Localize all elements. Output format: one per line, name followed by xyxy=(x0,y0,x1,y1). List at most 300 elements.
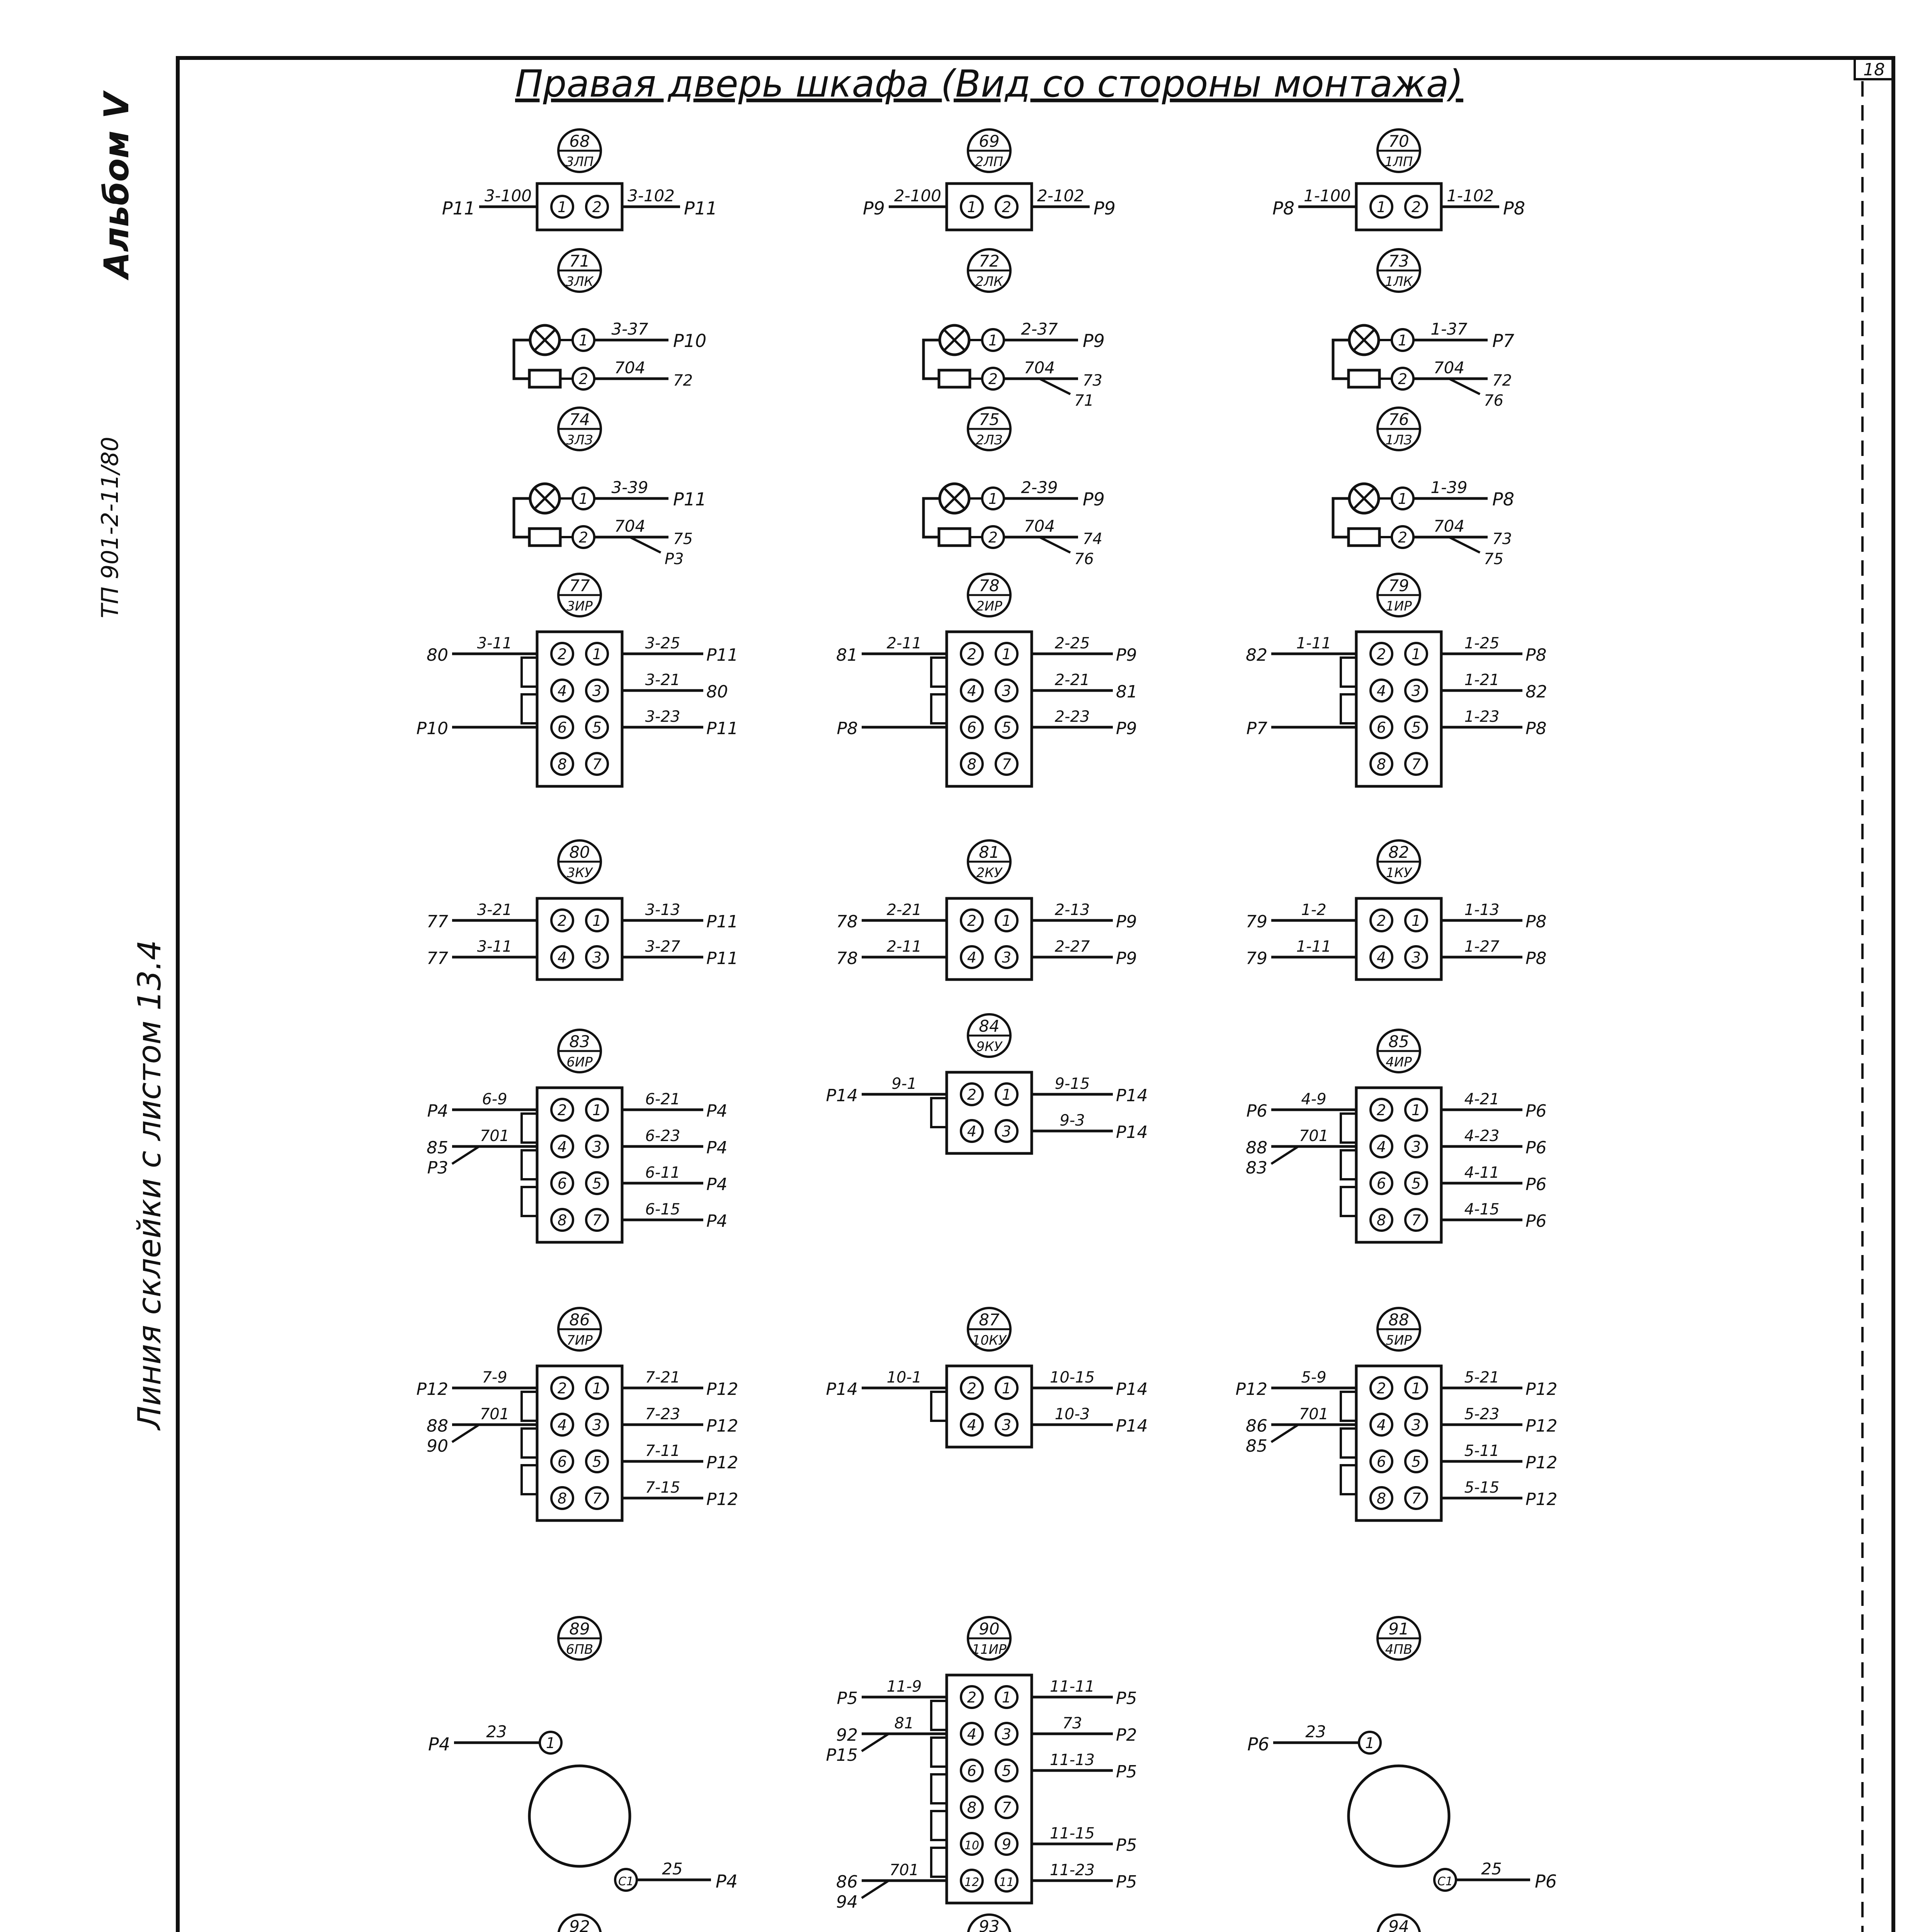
terminal-number: 1 xyxy=(1376,199,1386,216)
wire-number: 9-15 xyxy=(1054,1075,1090,1093)
wire-number: 23 xyxy=(1305,1722,1326,1741)
wire-destination: Р6 xyxy=(1526,1138,1547,1158)
terminal-number: 4 xyxy=(1376,1417,1386,1434)
terminal-number: 7 xyxy=(1411,1490,1421,1507)
device-tag: 2ЛП xyxy=(975,154,1003,170)
wire-number: 11-23 xyxy=(1049,1861,1095,1879)
device-number: 80 xyxy=(569,843,590,862)
wire-number: 1-2 xyxy=(1301,901,1327,919)
wire-number: 1-37 xyxy=(1430,320,1468,338)
wire-number: 4-11 xyxy=(1464,1164,1500,1182)
terminal-number: 8 xyxy=(967,756,977,773)
terminal-number: 7 xyxy=(1002,756,1012,773)
wire-destination: Р9 xyxy=(1116,719,1137,738)
wire-number: 2-21 xyxy=(1054,671,1090,689)
device-tag: 2КУ xyxy=(976,865,1002,881)
wire-number: 704 xyxy=(1433,517,1465,536)
wire-number: 6-15 xyxy=(645,1201,680,1218)
terminal-number: 3 xyxy=(1002,1726,1012,1743)
device-tag: 1ЛЗ xyxy=(1385,432,1412,448)
device-tag: 9КУ xyxy=(976,1039,1002,1054)
device-tag: 1ИР xyxy=(1386,599,1412,614)
wire-destination: Р11 xyxy=(706,912,738,932)
wire-number: 2-13 xyxy=(1054,901,1090,919)
wire-destination: Р8 xyxy=(1526,949,1547,968)
wire-number: 81 xyxy=(894,1714,914,1732)
wire-number: 704 xyxy=(1433,358,1465,377)
wire-number: 5-21 xyxy=(1464,1369,1500,1386)
terminal-number: 8 xyxy=(557,756,567,773)
device-tag: 2ЛЗ xyxy=(976,432,1003,448)
wire-destination: Р6 xyxy=(1526,1211,1547,1231)
device-tag: 5ИР xyxy=(1386,1333,1412,1348)
wire-number: 5-23 xyxy=(1464,1405,1500,1423)
wire-destination: 88 xyxy=(1246,1138,1267,1158)
terminal-number: 4 xyxy=(967,1123,977,1140)
terminal-number: 1 xyxy=(1002,1689,1012,1706)
wire-number: 4-15 xyxy=(1464,1201,1500,1218)
wire-destination: 82 xyxy=(1526,682,1547,702)
terminal-number: 1 xyxy=(988,490,998,507)
wire-destination: Р8 xyxy=(1526,912,1547,932)
wire-destination: Р12 xyxy=(1235,1379,1267,1399)
terminal-number: 1 xyxy=(1411,912,1421,929)
wire-number: 701 xyxy=(1299,1405,1329,1423)
terminal-number: 1 xyxy=(1398,490,1408,507)
wire-number: 2-100 xyxy=(894,186,942,205)
terminal-number: 2 xyxy=(1376,646,1386,663)
wire-destination: 74 xyxy=(1083,530,1102,548)
device-number: 79 xyxy=(1388,576,1409,595)
side-doc-code: ТП 901-2-11/80 xyxy=(97,437,124,618)
wire-destination: Р9 xyxy=(1094,198,1116,219)
terminal-number: 4 xyxy=(967,1726,977,1743)
terminal-number: 4 xyxy=(1376,949,1386,966)
wire-destination: 79 xyxy=(1246,949,1267,968)
wire-number: 2-102 xyxy=(1037,186,1085,205)
wire-destination: Р9 xyxy=(1116,949,1137,968)
terminal-number: 7 xyxy=(592,1490,602,1507)
device-tag: 2ЛК xyxy=(975,274,1003,289)
terminal-number: 3 xyxy=(1002,1123,1012,1140)
wire-number: 7-23 xyxy=(645,1405,680,1423)
device-tag: 3ИР xyxy=(566,599,593,614)
wire-number: 704 xyxy=(614,517,646,536)
terminal-number: 4 xyxy=(1376,1138,1386,1155)
wire-number: 1-39 xyxy=(1430,478,1468,497)
device-number: 91 xyxy=(1388,1619,1409,1638)
terminal-number: 1 xyxy=(1002,1380,1012,1397)
wire-number: 10-3 xyxy=(1054,1405,1090,1423)
terminal-number: С1 xyxy=(618,1875,634,1888)
device-number: 73 xyxy=(1388,252,1409,270)
wire-destination: 75 xyxy=(673,530,693,548)
wire-number: 11-15 xyxy=(1049,1825,1095,1842)
terminal-number: 8 xyxy=(1376,1212,1386,1229)
wire-number: 3-100 xyxy=(484,186,532,205)
terminal-number: 4 xyxy=(557,949,567,966)
wire-number: 2-27 xyxy=(1054,938,1090,956)
device-tag: 6ПВ xyxy=(566,1642,594,1657)
terminal-number: 10 xyxy=(964,1839,980,1852)
wire-destination: Р12 xyxy=(706,1490,738,1509)
terminal-number: 1 xyxy=(1411,1102,1421,1119)
wire-number: 9-1 xyxy=(891,1075,917,1093)
device-tag: 3КУ xyxy=(566,865,593,881)
wire-destination: Р14 xyxy=(1116,1122,1148,1142)
wire-number: 73 xyxy=(1062,1714,1082,1732)
wire-destination: Р8 xyxy=(837,719,858,738)
device-number: 88 xyxy=(1388,1310,1409,1329)
wire-number: 11-13 xyxy=(1049,1751,1095,1769)
wire-destination: Р7 xyxy=(1492,330,1515,351)
device-number: 87 xyxy=(979,1310,1000,1329)
wire-number: 704 xyxy=(1024,517,1055,536)
terminal-number: С1 xyxy=(1437,1875,1453,1888)
wire-destination: Р7 xyxy=(1246,719,1267,738)
device-number: 92 xyxy=(569,1917,590,1932)
wire-number: 25 xyxy=(662,1859,683,1878)
terminal-number: 1 xyxy=(592,912,602,929)
wire-number: 11-9 xyxy=(886,1678,922,1696)
terminal-number: 4 xyxy=(557,682,567,699)
wire-destination: Р6 xyxy=(1526,1175,1547,1194)
terminal-number: 2 xyxy=(557,912,567,929)
terminal-number: 4 xyxy=(967,682,977,699)
wire-number: 7-21 xyxy=(645,1369,680,1386)
side-splice-note: Линия склейки с листом 13.4 xyxy=(131,940,168,1430)
terminal-number: 5 xyxy=(1002,1762,1012,1779)
wire-destination: 85 xyxy=(1246,1436,1267,1456)
terminal-number: 1 xyxy=(557,199,567,216)
wire-destination: Р2 xyxy=(1116,1725,1137,1745)
wire-destination: Р4 xyxy=(427,1101,448,1121)
wire-number: 6-9 xyxy=(482,1090,507,1108)
terminal-number: 3 xyxy=(1002,1417,1012,1434)
wire-destination: Р14 xyxy=(1116,1379,1148,1399)
wire-destination: 77 xyxy=(427,949,448,968)
terminal-number: 8 xyxy=(967,1799,977,1816)
terminal-number: 6 xyxy=(967,719,977,736)
device-number: 74 xyxy=(569,410,590,429)
device-number: 71 xyxy=(569,252,590,270)
wire-number: 2-39 xyxy=(1021,478,1058,497)
terminal-number: 4 xyxy=(557,1138,567,1155)
terminal-number: 3 xyxy=(1002,682,1012,699)
device-number: 93 xyxy=(979,1917,1000,1932)
wire-destination: Р4 xyxy=(706,1101,728,1121)
wire-destination: Р4 xyxy=(706,1175,728,1194)
wire-destination: 73 xyxy=(1492,530,1512,548)
wire-number: 3-21 xyxy=(645,671,680,689)
device-number: 76 xyxy=(1388,410,1409,429)
device-number: 90 xyxy=(979,1619,1000,1638)
device-number: 69 xyxy=(979,132,1000,151)
terminal-number: 3 xyxy=(592,1417,602,1434)
wire-number: 9-3 xyxy=(1060,1112,1085,1129)
wire-destination: Р5 xyxy=(1116,1872,1137,1892)
wire-destination: Р11 xyxy=(706,645,738,665)
terminal-number: 4 xyxy=(967,1417,977,1434)
device-tag: 1ЛК xyxy=(1385,274,1413,289)
terminal-number: 5 xyxy=(592,1453,602,1470)
wire-number: 2-23 xyxy=(1054,708,1090,726)
wire-destination: 92 xyxy=(836,1725,858,1745)
terminal-number: 9 xyxy=(1002,1836,1012,1853)
terminal-number: 1 xyxy=(592,1102,602,1119)
device-number: 82 xyxy=(1388,843,1409,862)
terminal-number: 7 xyxy=(1002,1799,1012,1816)
terminal-number: 1 xyxy=(1411,1380,1421,1397)
wire-destination: Р3 xyxy=(665,550,684,568)
wire-destination: Р8 xyxy=(1503,198,1526,219)
wire-destination: 85 xyxy=(427,1138,448,1158)
device-number: 94 xyxy=(1388,1917,1409,1932)
wire-number: 1-25 xyxy=(1464,634,1500,652)
terminal-number: 6 xyxy=(1376,1453,1386,1470)
wire-number: 701 xyxy=(480,1405,510,1423)
wire-destination: Р8 xyxy=(1526,645,1547,665)
terminal-number: 5 xyxy=(1411,1175,1421,1192)
terminal-number: 1 xyxy=(1002,912,1012,929)
wire-destination: Р9 xyxy=(1083,489,1105,510)
wire-number: 2-21 xyxy=(886,901,922,919)
wire-destination: 75 xyxy=(1484,550,1503,568)
wire-number: 6-23 xyxy=(645,1127,680,1145)
wire-destination: Р14 xyxy=(826,1086,858,1105)
terminal-number: 1 xyxy=(578,332,588,349)
wire-destination: Р9 xyxy=(1083,330,1105,351)
wire-number: 25 xyxy=(1481,1859,1502,1878)
wire-destination: Р14 xyxy=(826,1379,858,1399)
device-tag: 3ЛЗ xyxy=(566,432,593,448)
device-number: 83 xyxy=(569,1032,590,1051)
wire-destination: 86 xyxy=(836,1872,858,1892)
wire-destination: Р12 xyxy=(416,1379,448,1399)
wire-number: 1-13 xyxy=(1464,901,1500,919)
terminal-number: 1 xyxy=(1365,1735,1375,1752)
terminal-number: 5 xyxy=(1411,1453,1421,1470)
sheet-title: Правая дверь шкафа (Вид со стороны монтажа) xyxy=(515,62,1463,105)
terminal-number: 3 xyxy=(1411,682,1421,699)
device-tag: 6ИР xyxy=(566,1054,593,1070)
terminal-number: 2 xyxy=(988,371,998,388)
device-number: 77 xyxy=(569,576,590,595)
wire-number: 10-1 xyxy=(886,1369,922,1386)
wire-destination: 83 xyxy=(1246,1158,1267,1178)
wire-number: 3-39 xyxy=(611,478,648,497)
terminal-number: 3 xyxy=(592,949,602,966)
wire-number: 704 xyxy=(1024,358,1055,377)
terminal-number: 6 xyxy=(1376,719,1386,736)
wire-destination: Р12 xyxy=(706,1453,738,1473)
terminal-number: 1 xyxy=(1002,1086,1012,1103)
device-number: 89 xyxy=(569,1619,590,1638)
wire-destination: Р11 xyxy=(684,198,718,219)
wire-destination: 90 xyxy=(427,1436,448,1456)
wire-number: 1-27 xyxy=(1464,938,1500,956)
terminal-number: 8 xyxy=(557,1212,567,1229)
terminal-number: 2 xyxy=(557,1102,567,1119)
wire-destination: Р11 xyxy=(673,489,707,510)
wire-destination: Р5 xyxy=(1116,1762,1137,1782)
terminal-number: 3 xyxy=(1411,1138,1421,1155)
wire-number: 5-9 xyxy=(1301,1369,1327,1386)
wire-destination: 77 xyxy=(427,912,448,932)
wire-destination: Р14 xyxy=(1116,1086,1148,1105)
terminal-number: 1 xyxy=(1398,332,1408,349)
device-number: 81 xyxy=(979,843,1000,862)
terminal-number: 2 xyxy=(1376,912,1386,929)
device-tag: 11ИР xyxy=(972,1642,1007,1657)
wire-destination: 78 xyxy=(836,949,858,968)
terminal-number: 2 xyxy=(557,1380,567,1397)
terminal-number: 5 xyxy=(1411,719,1421,736)
terminal-number: 2 xyxy=(578,529,588,546)
device-tag: 3ЛП xyxy=(565,154,594,170)
wire-destination: 76 xyxy=(1074,550,1094,568)
wire-number: 3-37 xyxy=(611,320,648,338)
terminal-number: 2 xyxy=(1376,1102,1386,1119)
wire-destination: Р12 xyxy=(1526,1416,1558,1436)
wire-number: 5-15 xyxy=(1464,1479,1500,1497)
wire-destination: Р12 xyxy=(1526,1379,1558,1399)
device-number: 78 xyxy=(979,576,1000,595)
device-tag: 10КУ xyxy=(972,1333,1007,1348)
wire-destination: Р11 xyxy=(706,719,738,738)
wire-number: 7-9 xyxy=(482,1369,507,1386)
terminal-number: 2 xyxy=(967,912,977,929)
wire-destination: 73 xyxy=(1083,372,1102,389)
wire-destination: 94 xyxy=(836,1892,858,1912)
wire-destination: Р4 xyxy=(428,1734,450,1755)
wire-number: 5-11 xyxy=(1464,1442,1500,1460)
wire-destination: 81 xyxy=(836,645,858,665)
wire-number: 7-11 xyxy=(645,1442,680,1460)
terminal-number: 2 xyxy=(1376,1380,1386,1397)
device-tag: 1ЛП xyxy=(1384,154,1413,170)
wire-destination: Р9 xyxy=(1116,645,1137,665)
wire-number: 701 xyxy=(480,1127,510,1145)
wire-destination: 72 xyxy=(1492,372,1512,389)
terminal-number: 2 xyxy=(967,1380,977,1397)
wire-number: 10-15 xyxy=(1049,1369,1095,1386)
wire-destination: Р11 xyxy=(442,198,475,219)
wire-number: 1-100 xyxy=(1303,186,1351,205)
wire-destination: Р3 xyxy=(427,1158,448,1178)
terminal-number: 6 xyxy=(557,719,567,736)
wire-destination: Р14 xyxy=(1116,1416,1148,1436)
device-number: 84 xyxy=(979,1017,1000,1036)
terminal-number: 2 xyxy=(578,371,588,388)
wire-destination: 82 xyxy=(1246,645,1267,665)
wire-destination: Р5 xyxy=(1116,1689,1137,1708)
wire-number: 2-25 xyxy=(1054,634,1090,652)
terminal-number: 2 xyxy=(557,646,567,663)
terminal-number: 3 xyxy=(1411,1417,1421,1434)
terminal-number: 7 xyxy=(1411,1212,1421,1229)
terminal-number: 7 xyxy=(592,756,602,773)
terminal-number: 5 xyxy=(1002,719,1012,736)
wire-destination: 81 xyxy=(1116,682,1138,702)
wire-destination: Р6 xyxy=(1246,1101,1267,1121)
terminal-number: 4 xyxy=(967,949,977,966)
album-label: Альбом V xyxy=(97,92,136,278)
wire-number: 2-37 xyxy=(1021,320,1058,338)
device-tag: 4ИР xyxy=(1386,1054,1412,1070)
wire-number: 3-11 xyxy=(477,938,512,956)
wire-number: 2-11 xyxy=(886,634,922,652)
terminal-number: 4 xyxy=(557,1417,567,1434)
device-tag: 7ИР xyxy=(566,1333,593,1348)
wire-number: 3-11 xyxy=(477,634,512,652)
terminal-number: 4 xyxy=(1376,682,1386,699)
wire-destination: Р9 xyxy=(1116,912,1137,932)
terminal-number: 6 xyxy=(557,1175,567,1192)
wire-number: 4-21 xyxy=(1464,1090,1500,1108)
terminal-number: 3 xyxy=(592,682,602,699)
wire-number: 3-13 xyxy=(645,901,680,919)
wire-number: 3-102 xyxy=(627,186,675,205)
wire-destination: Р6 xyxy=(1526,1101,1547,1121)
terminal-number: 7 xyxy=(1411,756,1421,773)
wire-destination: Р12 xyxy=(1526,1490,1558,1509)
terminal-number: 2 xyxy=(592,199,602,216)
terminal-number: 1 xyxy=(1411,646,1421,663)
wire-number: 701 xyxy=(889,1861,919,1879)
wire-destination: Р6 xyxy=(1535,1871,1557,1892)
wire-destination: 71 xyxy=(1074,392,1094,410)
terminal-number: 1 xyxy=(592,646,602,663)
wire-number: 6-11 xyxy=(645,1164,680,1182)
wire-destination: 79 xyxy=(1246,912,1267,932)
wire-number: 704 xyxy=(614,358,646,377)
wire-number: 11-11 xyxy=(1049,1678,1095,1696)
wire-number: 4-23 xyxy=(1464,1127,1500,1145)
terminal-number: 2 xyxy=(988,529,998,546)
terminal-number: 8 xyxy=(557,1490,567,1507)
terminal-number: 2 xyxy=(967,646,977,663)
wire-number: 1-21 xyxy=(1464,671,1500,689)
terminal-number: 1 xyxy=(578,490,588,507)
wire-destination: Р4 xyxy=(706,1211,728,1231)
device-number: 68 xyxy=(569,132,590,151)
terminal-number: 6 xyxy=(557,1453,567,1470)
terminal-number: 6 xyxy=(1376,1175,1386,1192)
terminal-number: 2 xyxy=(1398,371,1408,388)
wire-number: 1-11 xyxy=(1296,634,1332,652)
wire-destination: Р4 xyxy=(706,1138,728,1158)
device-number: 70 xyxy=(1388,132,1409,151)
device-tag: 2ИР xyxy=(976,599,1002,614)
wire-number: 7-15 xyxy=(645,1479,680,1497)
terminal-number: 7 xyxy=(592,1212,602,1229)
wire-destination: Р10 xyxy=(673,330,707,351)
wire-destination: Р15 xyxy=(826,1745,858,1765)
wire-number: 701 xyxy=(1299,1127,1329,1145)
terminal-number: 2 xyxy=(1411,199,1421,216)
device-number: 85 xyxy=(1388,1032,1409,1051)
wire-number: 23 xyxy=(486,1722,507,1741)
wire-number: 1-11 xyxy=(1296,938,1332,956)
wire-destination: Р6 xyxy=(1247,1734,1269,1755)
wire-number: 2-11 xyxy=(886,938,922,956)
wire-number: 1-102 xyxy=(1446,186,1494,205)
device-number: 75 xyxy=(979,410,1000,429)
wire-number: 3-27 xyxy=(645,938,680,956)
wire-number: 6-21 xyxy=(645,1090,680,1108)
terminal-number: 3 xyxy=(592,1138,602,1155)
